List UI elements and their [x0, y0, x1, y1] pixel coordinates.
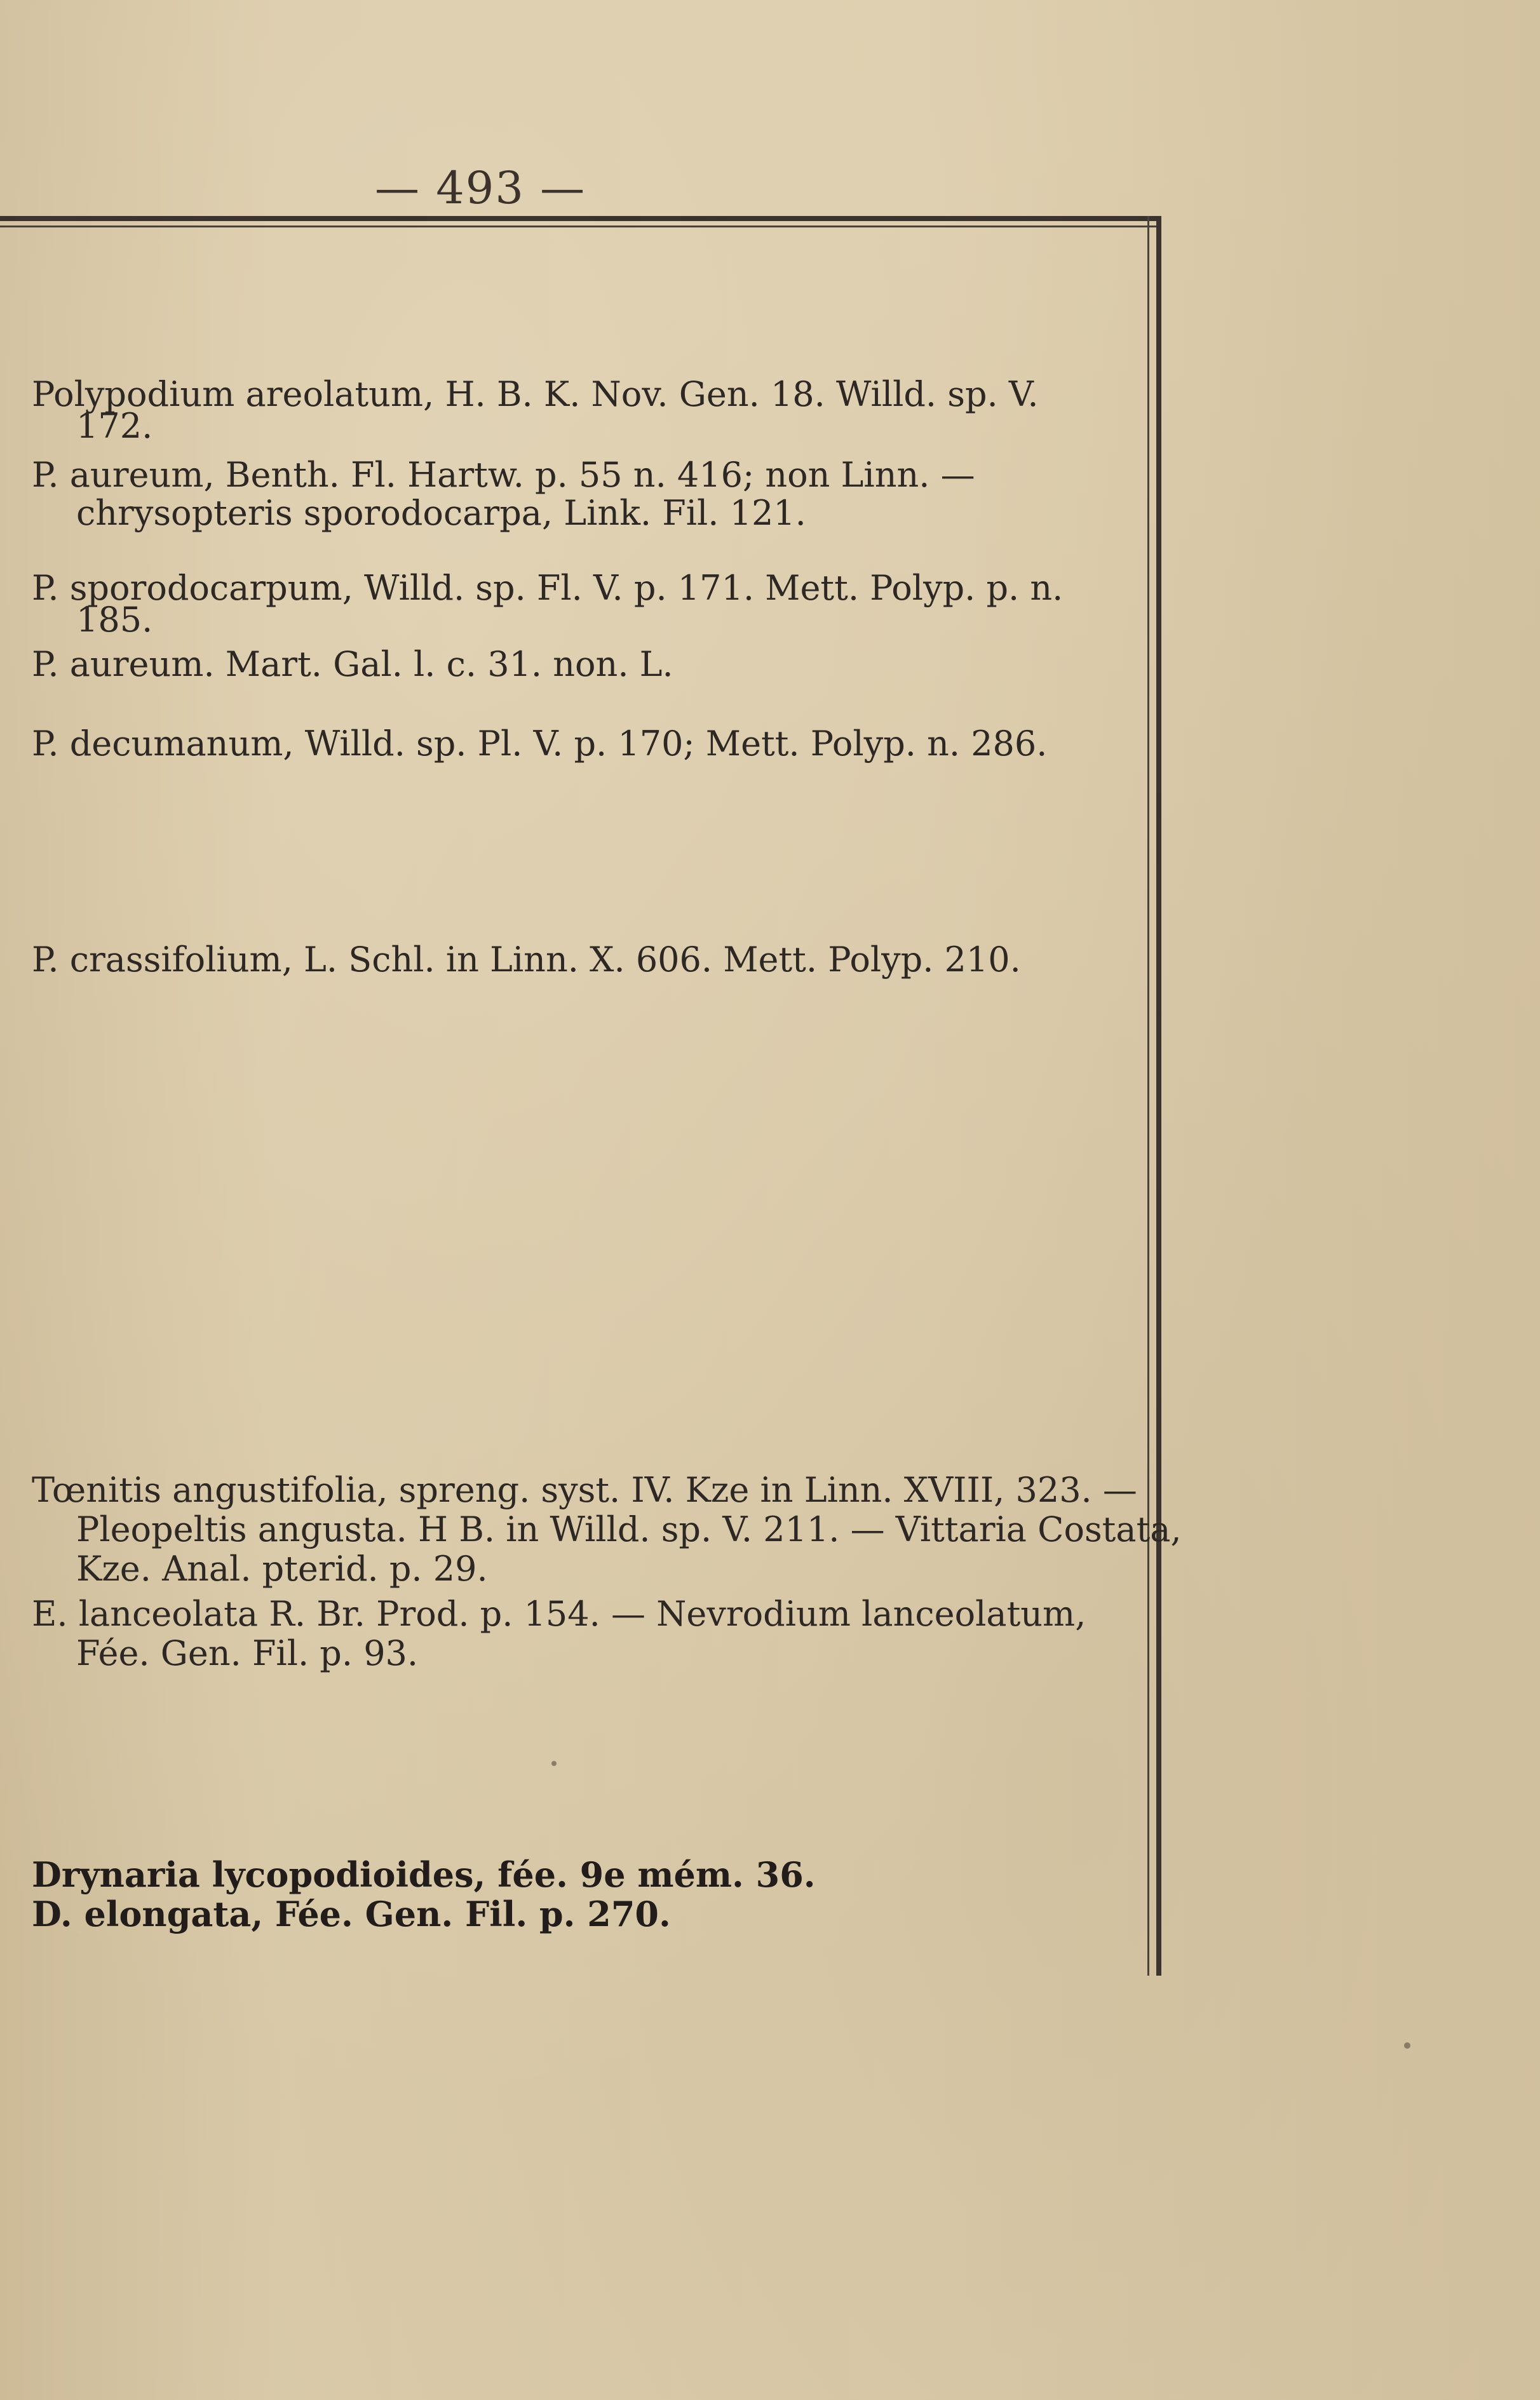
entry-p-decumanum [32, 721, 1047, 767]
entry-line: P. decumanum, Willd. sp. Pl. V. p. 170; Mett. Polyp. n. 286. [32, 724, 1048, 764]
entry-line: P. crassifolium, L. Schl. in Linn. X. 606. Mett. Polyp. 210. [32, 940, 1021, 980]
entry-line: P. sporodocarpum, Willd. sp. Fl. V. p. 171. Mett. Polyp. p. n. [32, 568, 1064, 608]
entry-line: P. aureum. Mart. Gal. l. c. 31. non. L. [32, 644, 673, 684]
entry-line: Fée. Gen. Fil. p. 93. [76, 1633, 419, 1673]
entry-line: 172. [76, 406, 153, 446]
entry-drynaria-lycopodioides [32, 1852, 816, 1937]
entry-e-lanceolata [32, 1591, 1086, 1676]
entry-p-sporodocarpum [32, 565, 1063, 643]
top-rule [0, 216, 1156, 227]
entry-p-aureum-benth [32, 452, 975, 536]
entry-line: Polypodium areolatum, H. B. K. Nov. Gen. 18. Willd. sp. V. [32, 374, 1039, 414]
entry-polypodium-areolatum [32, 372, 1039, 449]
entry-line: D. elongata, Fée. Gen. Fil. p. 270. [32, 1894, 671, 1934]
paper-speck [1404, 2042, 1410, 2049]
entry-p-aureum-mart [32, 642, 673, 687]
entry-line: P. aureum, Benth. Fl. Hartw. p. 55 n. 416; non Linn. — [32, 455, 975, 495]
entry-line: E. lanceolata R. Br. Prod. p. 154. — Nevrodium lanceolatum, [32, 1594, 1086, 1634]
page-number: — 493 — [375, 162, 586, 214]
entry-line: chrysopteris sporodocarpa, Link. Fil. 121. [76, 493, 806, 533]
entry-p-crassifolium [32, 937, 1021, 983]
right-margin-rule [1147, 216, 1161, 1976]
entry-line: Kze. Anal. pterid. p. 29. [76, 1549, 488, 1589]
entry-line: Tœnitis angustifolia, spreng. syst. IV. Kze in Linn. XVIII, 323. — [32, 1470, 1137, 1510]
entry-line: 185. [76, 600, 153, 640]
entry-taenitis-angustifolia [32, 1467, 1182, 1592]
entry-line: Drynaria lycopodioides, fée. 9e mém. 36. [32, 1854, 816, 1895]
paper-speck [551, 1761, 557, 1766]
entry-line: Pleopeltis angusta. H B. in Willd. sp. V. 211. — Vittaria Costata, [76, 1509, 1182, 1549]
